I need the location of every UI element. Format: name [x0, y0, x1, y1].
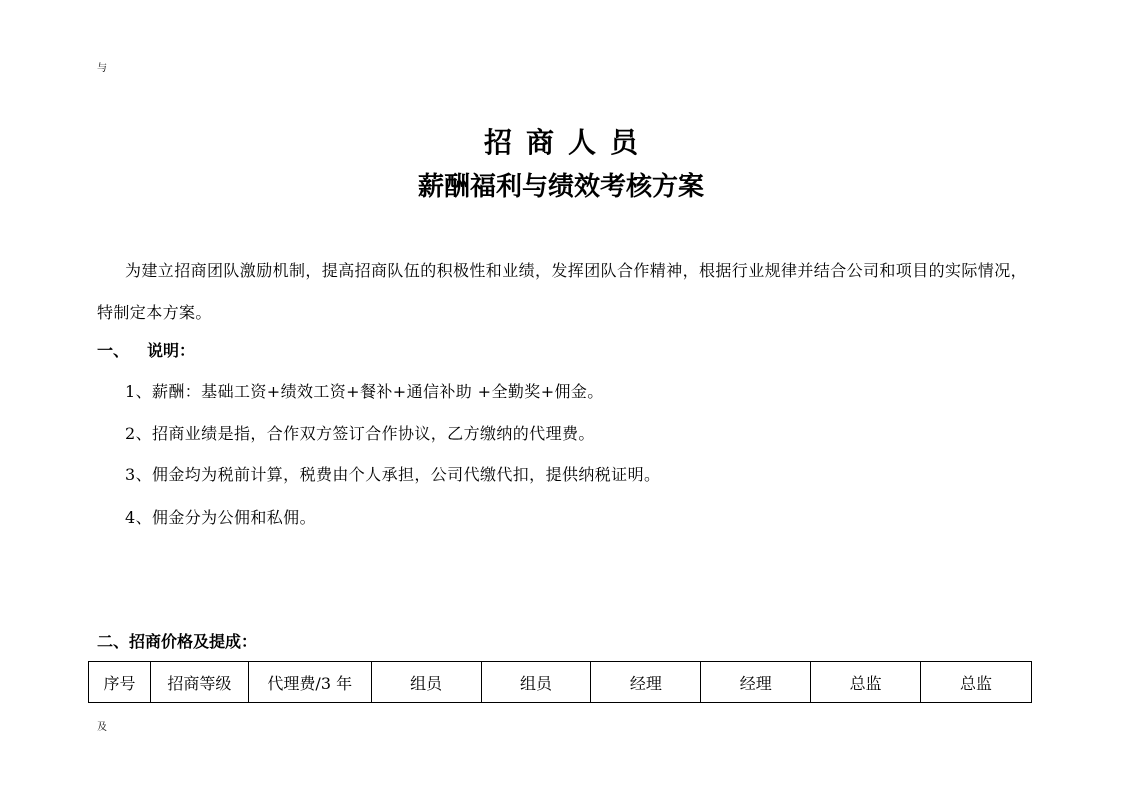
page-footer-mark: 及 — [97, 722, 107, 733]
table-header-cell: 序号 — [89, 662, 151, 703]
table-header-cell: 组员 — [371, 662, 481, 703]
list-item: 1、薪酬：基础工资+绩效工资+餐补+通信补助 +全勤奖+佣金。 — [125, 382, 604, 401]
table-header-cell: 经理 — [591, 662, 701, 703]
table-header-cell: 组员 — [481, 662, 591, 703]
section-2-heading: 二、招商价格及提成： — [97, 632, 258, 651]
document-title-line1: 招商人员 — [483, 126, 652, 159]
table-header-row — [89, 662, 1032, 703]
section-1-title: 说明： — [147, 341, 196, 360]
page-header-mark: 与 — [97, 63, 107, 74]
section-1-number: 一、 — [97, 341, 130, 360]
list-item: 4、佣金分为公佣和私佣。 — [125, 508, 316, 527]
list-item: 2、招商业绩是指，合作双方签订合作协议，乙方缴纳的代理费。 — [125, 424, 595, 443]
list-item: 3、佣金均为税前计算，税费由个人承担，公司代缴代扣，提供纳税证明。 — [125, 465, 661, 484]
intro-paragraph: 为建立招商团队激励机制，提高招商队伍的积极性和业绩，发挥团队合作精神，根据行业规律并结合公司和项目的实际情况，特制定本方案。 — [97, 261, 1028, 322]
commission-table — [88, 661, 1032, 703]
section-1-heading — [97, 338, 195, 361]
table-header-cell: 招商等级 — [150, 662, 248, 703]
table-header-cell: 总监 — [921, 662, 1032, 703]
table-header-cell: 总监 — [811, 662, 921, 703]
document-title-line2: 薪酬福利与绩效考核方案 — [417, 172, 704, 202]
table-header-cell: 代理费/3 年 — [248, 662, 371, 703]
table-header-cell: 经理 — [701, 662, 811, 703]
